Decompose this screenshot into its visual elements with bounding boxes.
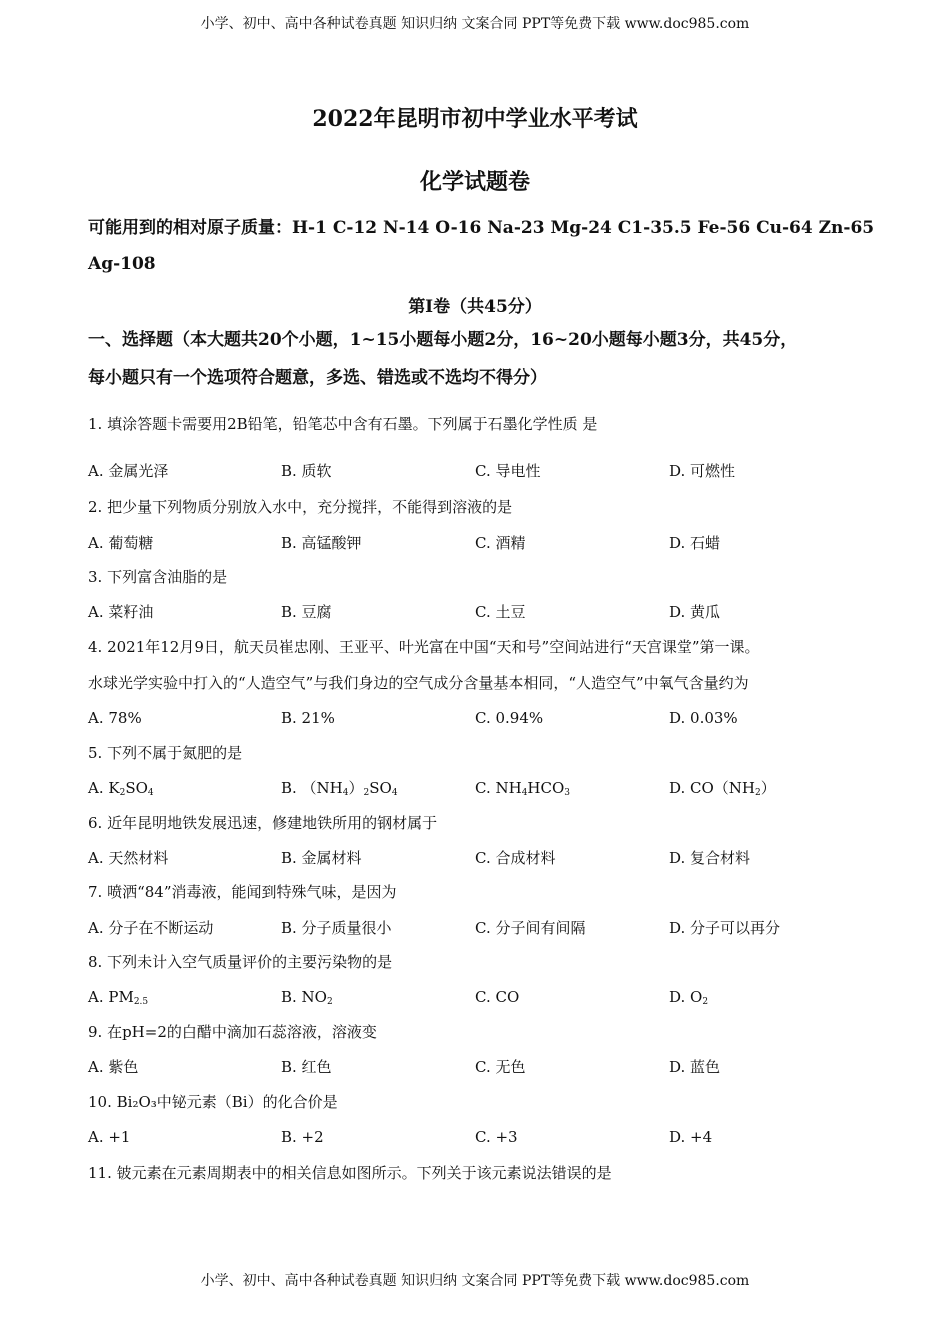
answer-option: D. 复合材料 (669, 849, 751, 867)
instructions: 一、选择题（本大题共20个小题，1~15小题每小题2分，16~20小题每小题3分，共45分， (88, 330, 798, 350)
answer-option: B. $NO_2$ (281, 988, 333, 1007)
answer-option: A. 78% (88, 709, 142, 727)
answer-option: A. $PM_{2.5}$ (88, 988, 149, 1007)
question-stem: 3. 下列富含油脂的是 (88, 568, 228, 586)
answer-option: D. 可燃性 (669, 462, 736, 480)
question-stem: 6. 近年昆明地铁发展迅速，修建地铁所用的钢材属于 (88, 814, 438, 832)
answer-option: A. $K_2SO_4$ (88, 779, 154, 798)
answer-option: D. 石蜡 (669, 534, 721, 552)
answer-option: C. 分子间有间隔 (475, 919, 586, 937)
answer-option: B. +2 (281, 1128, 324, 1146)
answer-option: D. 蓝色 (669, 1058, 721, 1076)
answer-option: C. 0.94% (475, 709, 544, 727)
answer-option: A. 紫色 (88, 1058, 139, 1076)
answer-option: C. 土豆 (475, 603, 526, 621)
answer-option: C. +3 (475, 1128, 518, 1146)
question-stem: 7. 喷洒“84”消毒液，能闻到特殊气味，是因为 (88, 883, 397, 901)
answer-option: C. 合成材料 (475, 849, 556, 867)
answer-option: D. +4 (669, 1128, 713, 1146)
question-stem: 水球光学实验中打入的“人造空气”与我们身边的空气成分含量基本相同，“人造空气”中氧气含量约为 (88, 674, 749, 692)
question-stem: 1. 填涂答题卡需要用2B铅笔，铅笔芯中含有石墨。下列属于石墨化学性质 是 (88, 415, 598, 433)
question-stem: 11. 铍元素在元素周期表中的相关信息如图所示。下列关于该元素说法错误的是 (88, 1164, 612, 1182)
answer-option: B. 金属材料 (281, 849, 362, 867)
atomic-masses-cont: Ag-108 (88, 254, 156, 274)
answer-option: B. 高锰酸钾 (281, 534, 362, 552)
question-stem: 4. 2021年12月9日，航天员崔忠刚、王亚平、叶光富在中国“天和号”空间站进行“天宫课堂”第一课。 (88, 638, 760, 656)
answer-option: C. $NH_4HCO_3$ (475, 779, 571, 798)
answer-option: A. 葡萄糖 (88, 534, 154, 552)
question-stem: 2. 把少量下列物质分别放入水中，充分搅拌，不能得到溶液的是 (88, 498, 513, 516)
answer-option: B. 红色 (281, 1058, 332, 1076)
answer-option: C. CO (475, 988, 520, 1006)
answer-option: D. 分子可以再分 (669, 919, 781, 937)
answer-option: D. $CO(NH_2)$ (669, 779, 776, 798)
question-stem: 10. Bi₂O₃中铋元素（Bi）的化合价是 (88, 1093, 338, 1111)
answer-option: C. 酒精 (475, 534, 526, 552)
answer-option: C. 无色 (475, 1058, 526, 1076)
answer-option: B. 豆腐 (281, 603, 332, 621)
exam-subtitle: 化学试题卷 (419, 169, 530, 195)
atomic-masses: 可能用到的相对原子质量：H-1 C-12 N-14 O-16 Na-23 Mg-24 C1-35.5 Fe-56 Cu-64 Zn-65 (88, 218, 875, 238)
instructions-cont: 每小题只有一个选项符合题意，多选、错选或不选均不得分） (88, 368, 547, 388)
question-stem: 9. 在pH=2的白醋中滴加石蕊溶液，溶液变 (88, 1023, 377, 1041)
answer-option: C. 导电性 (475, 462, 541, 480)
answer-option: A. 金属光泽 (88, 462, 169, 480)
answer-option: B. 分子质量很小 (281, 919, 392, 937)
section-title: 第Ⅰ卷（共45分） (408, 297, 542, 317)
answer-option: D. $O_2$ (669, 988, 709, 1007)
exam-title: 2022年昆明市初中学业水平考试 (312, 106, 638, 132)
answer-option: A. 天然材料 (88, 849, 169, 867)
answer-option: D. 黄瓜 (669, 603, 721, 621)
answer-option: D. 0.03% (669, 709, 738, 727)
question-stem: 8. 下列未计入空气质量评价的主要污染物的是 (88, 953, 393, 971)
page-header: 小学、初中、高中各种试卷真题 知识归纳 文案合同 PPT等免费下载 www.doc985.com (200, 16, 750, 32)
answer-option: B. 质软 (281, 462, 332, 480)
answer-option: A. +1 (88, 1128, 131, 1146)
answer-option: B. $(NH_4)_2SO_4$ (281, 779, 398, 798)
answer-option: A. 分子在不断运动 (88, 919, 214, 937)
question-stem: 5. 下列不属于氮肥的是 (88, 744, 243, 762)
answer-option: B. 21% (281, 709, 335, 727)
answer-option: A. 菜籽油 (88, 603, 154, 621)
page-footer: 小学、初中、高中各种试卷真题 知识归纳 文案合同 PPT等免费下载 www.doc985.com (200, 1273, 750, 1289)
